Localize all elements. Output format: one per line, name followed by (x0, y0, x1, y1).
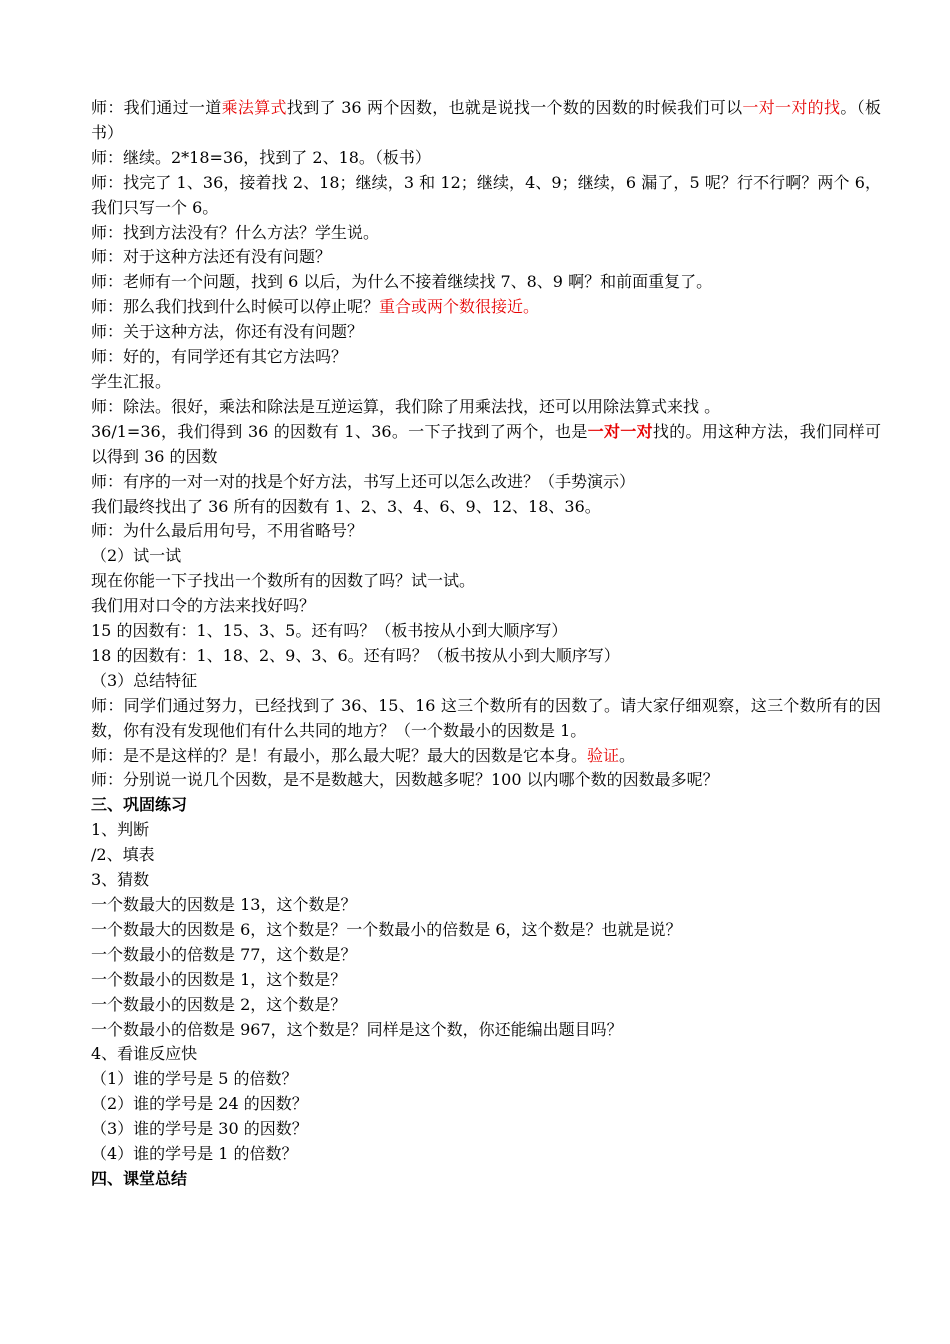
list-item: /2、填表 (91, 845, 155, 865)
paragraph: 师：老师有一个问题，找到 6 以后，为什么不接着继续找 7、8、9 啊？和前面重复了。 (91, 272, 713, 292)
paragraph: 师：同学们通过努力，已经找到了 36、15、16 这三个数所有的因数了。请大家仔细观察，这三个数所有的因数，你有没有发现他们有什么共同的地方？（一个数最小的因数是 1。 (91, 695, 881, 740)
section-heading: 三、巩固练习 (91, 795, 188, 815)
paragraph: 一个数最小的倍数是 967，这个数是？同样是这个数，你还能编出题目吗？ (91, 1019, 623, 1039)
paragraph: 师：好的，有同学还有其它方法吗？ (91, 347, 348, 367)
list-item: （4）谁的学号是 1 的倍数？ (91, 1144, 298, 1164)
text: 。（板书） (91, 98, 881, 142)
paragraph: 师：对于这种方法还有没有问题？ (91, 247, 332, 267)
paragraph: 我们用对口令的方法来找好吗？ (91, 596, 316, 616)
paragraph: 师：关于这种方法，你还有没有问题？ (91, 322, 364, 342)
paragraph: 师：继续。2*18=36，找到了 2、18。（板书） (91, 147, 431, 167)
paragraph (91, 295, 881, 320)
paragraph (91, 744, 881, 769)
highlight-text: 乘法算式 (221, 98, 287, 117)
text: 师：那么我们找到什么时候可以停止呢？ (91, 297, 380, 317)
paragraph: 一个数最小的倍数是 77，这个数是？ (91, 944, 357, 964)
paragraph: 一个数最小的因数是 1，这个数是？ (91, 969, 347, 989)
section-heading: 四、课堂总结 (91, 1168, 188, 1188)
text: 。 (619, 745, 636, 765)
paragraph: 我们最终找出了 36 所有的因数有 1、2、3、4、6、9、12、18、36。 (91, 496, 601, 516)
list-item: （3）谁的学号是 30 的因数？ (91, 1119, 308, 1139)
paragraph: 师：除法。很好，乘法和除法是互逆运算，我们除了用乘法找，还可以用除法算式来找 。 (91, 396, 721, 416)
text: 找的。用这种方法，我们同样可以得到 36 的因数 (91, 421, 881, 466)
paragraph: 师：找完了 1、36，接着找 2、18；继续，3 和 12；继续，4、9；继续，6 漏了，5 呢？行不行啊？两个 6，我们只写一个 6。 (91, 172, 881, 217)
paragraph: 师：有序的一对一对的找是个好方法，书写上还可以怎么改进？（手势演示） (91, 471, 636, 491)
paragraph: 一个数最大的因数是 13，这个数是？ (91, 895, 357, 914)
list-item: 4、看谁反应快 (91, 1044, 198, 1064)
text: 36/1=36，我们得到 36 的因数有 1、36。一下子找到了两个，也是 (91, 421, 588, 441)
list-item: 3、猜数 (91, 870, 150, 890)
paragraph: 学生汇报。 (91, 371, 172, 391)
list-item: （1）谁的学号是 5 的倍数？ (91, 1069, 298, 1089)
text: 师：是不是这样的？是！有最小，那么最大呢？最大的因数是它本身。 (91, 745, 588, 765)
text: 师：我们通过一道 (91, 98, 222, 117)
paragraph: 现在你能一下子找出一个数所有的因数了吗？试一试。 (91, 571, 476, 591)
subheading: （3）总结特征 (91, 670, 198, 690)
highlight-text: 重合或两个数很接近。 (379, 297, 540, 317)
document-page (91, 96, 881, 1192)
paragraph: 师：找到方法没有？什么方法？学生说。 (91, 222, 380, 242)
subheading: （2）试一试 (91, 546, 182, 566)
highlight-text: 验证 (587, 745, 620, 765)
paragraph (91, 420, 881, 470)
paragraph (91, 96, 881, 146)
paragraph: 15 的因数有：1、15、3、5。还有吗？（板书按从小到大顺序写） (91, 621, 568, 641)
paragraph: 一个数最小的因数是 2，这个数是？ (91, 994, 347, 1014)
list-item: （2）谁的学号是 24 的因数？ (91, 1094, 308, 1114)
highlight-text: 一对一对 (587, 421, 653, 441)
paragraph: 师：分别说一说几个因数，是不是数越大，因数越多呢？100 以内哪个数的因数最多呢？ (91, 770, 719, 790)
paragraph: 18 的因数有：1、18、2、9、3、6。还有吗？（板书按从小到大顺序写） (91, 645, 620, 665)
list-item: 1、判断 (91, 820, 150, 840)
text: 找到了 36 两个因数，也就是说找一个数的因数的时候我们可以 (286, 98, 743, 117)
paragraph: 一个数最大的因数是 6，这个数是？一个数最小的倍数是 6，这个数是？也就是说？ (91, 919, 682, 939)
paragraph: 师：为什么最后用句号，不用省略号？ (91, 521, 364, 541)
highlight-text: 一对一对的找 (742, 98, 841, 117)
